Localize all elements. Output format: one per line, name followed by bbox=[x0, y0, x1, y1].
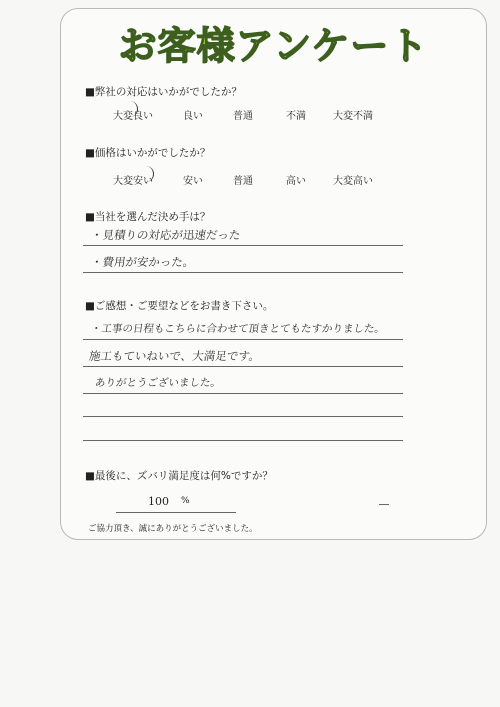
answer-line bbox=[83, 393, 403, 394]
option-cheap: 安い bbox=[183, 176, 203, 187]
answer-line bbox=[83, 440, 403, 441]
option-average-price: 普通 bbox=[233, 176, 253, 187]
option-good: 良い bbox=[183, 111, 203, 122]
page-title: お客様アンケート bbox=[118, 24, 429, 68]
dash-mark bbox=[379, 504, 389, 505]
question-reason: ■当社を選んだ決め手は？ bbox=[85, 211, 211, 223]
question-price: ■価格はいかがでしたか？ bbox=[85, 147, 211, 159]
answer-line bbox=[83, 339, 403, 340]
option-dissatisfied: 不満 bbox=[286, 111, 306, 122]
option-very-cheap: 大変安い bbox=[113, 176, 153, 187]
answer-comment-3: ありがとうございました。 bbox=[94, 377, 222, 389]
option-expensive: 高い bbox=[286, 176, 306, 187]
answer-line bbox=[83, 272, 403, 273]
question-service: ■弊社の対応はいかがでしたか？ bbox=[85, 86, 242, 98]
satisfaction-unit: % bbox=[181, 496, 190, 506]
satisfaction-line bbox=[116, 512, 236, 513]
option-average: 普通 bbox=[233, 111, 253, 122]
satisfaction-value: 100 bbox=[148, 495, 169, 508]
answer-comment-1: ・工事の日程もこちらに合わせて頂きとてもたすかりました。 bbox=[90, 323, 386, 335]
thank-you-note: ご協力頂き、誠にありがとうございました。 bbox=[88, 524, 258, 534]
answer-reason-1: ・見積りの対応が迅速だった bbox=[90, 228, 242, 242]
question-comments: ■ご感想・ご要望などをお書き下さい。 bbox=[85, 300, 274, 312]
answer-comment-2: 施工もていねいで、大満足です。 bbox=[88, 349, 262, 363]
answer-line bbox=[83, 366, 403, 367]
option-very-dissatisfied: 大変不満 bbox=[333, 111, 373, 122]
survey-sheet bbox=[60, 8, 487, 540]
option-very-good: 大変良い bbox=[113, 111, 153, 122]
answer-line bbox=[83, 245, 403, 246]
question-satisfaction: ■最後に、ズバリ満足度は何%ですか？ bbox=[85, 470, 273, 482]
option-very-expensive: 大変高い bbox=[333, 176, 373, 187]
answer-reason-2: ・費用が安かった。 bbox=[90, 255, 196, 269]
answer-line bbox=[83, 416, 403, 417]
